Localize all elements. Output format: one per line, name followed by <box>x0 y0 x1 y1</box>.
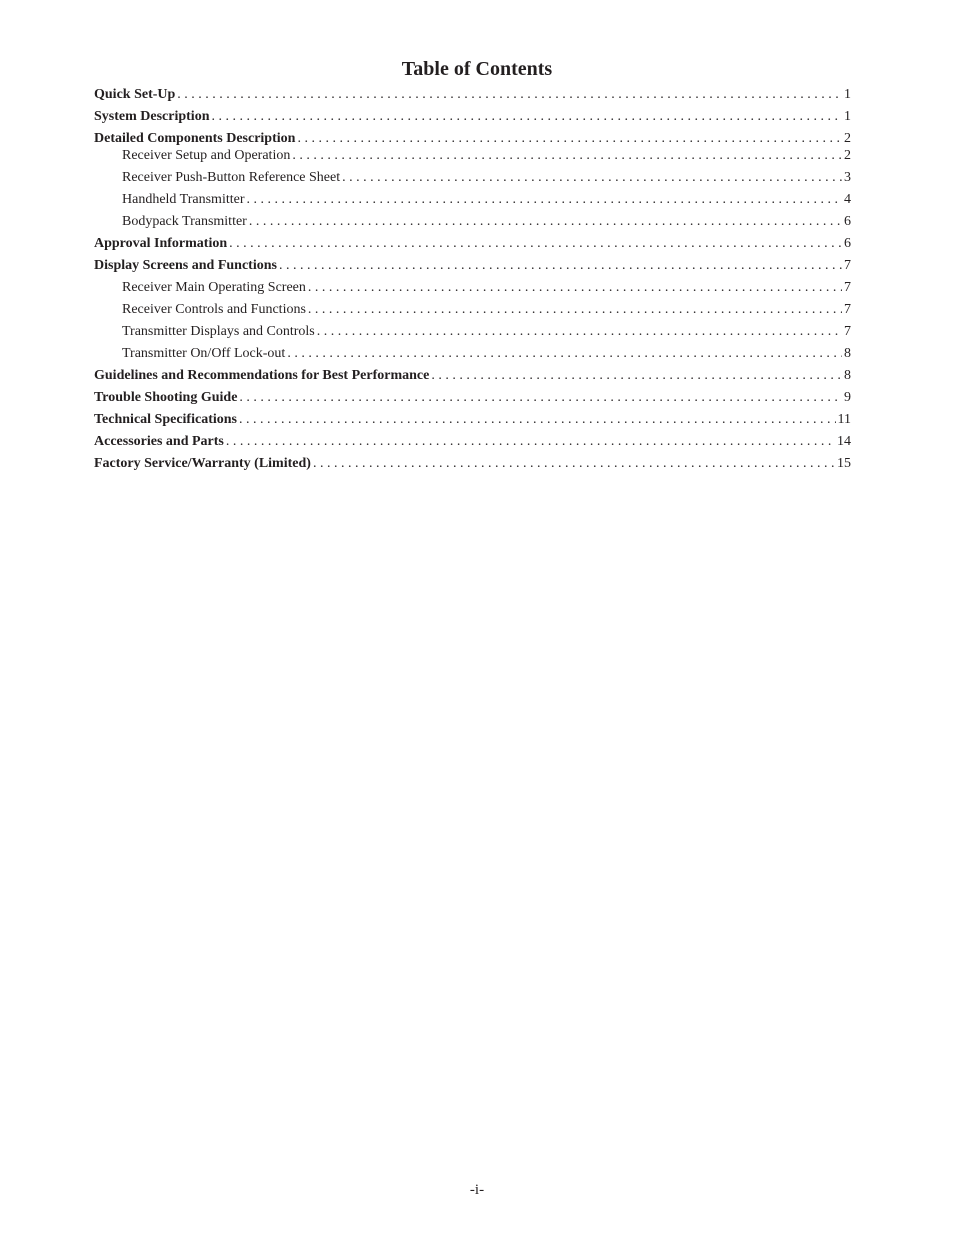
toc-entry-page: 6 <box>844 214 851 229</box>
toc-entry-technical-specifications[interactable] <box>94 411 851 428</box>
toc-entry-label: Transmitter On/Off Lock-out <box>122 346 286 361</box>
toc-entry-detailed-components-description[interactable] <box>94 130 851 147</box>
toc-entry-label: Receiver Main Operating Screen <box>122 280 306 295</box>
dot-leader <box>292 147 842 164</box>
dot-leader <box>249 213 842 230</box>
dot-leader <box>317 323 842 340</box>
toc-entry-page: 8 <box>844 368 851 383</box>
toc-entry-page: 7 <box>844 258 851 273</box>
toc-entry-label: Guidelines and Recommendations for Best Performance <box>94 368 430 383</box>
toc-entry-label: Receiver Controls and Functions <box>122 302 306 317</box>
toc-entry-receiver-main-operating-screen[interactable] <box>94 279 851 296</box>
toc-entry-page: 14 <box>837 434 851 449</box>
toc-entry-page: 8 <box>844 346 851 361</box>
dot-leader <box>212 108 843 125</box>
toc-entry-label: Factory Service/Warranty (Limited) <box>94 456 311 471</box>
toc-entry-label: Technical Specifications <box>94 412 237 427</box>
toc-entry-system-description[interactable] <box>94 108 851 125</box>
dot-leader <box>247 191 843 208</box>
toc-entry-page: 9 <box>844 390 851 405</box>
dot-leader <box>313 455 835 472</box>
toc-entry-page: 3 <box>844 170 851 185</box>
dot-leader <box>308 279 842 296</box>
toc-entry-label: Approval Information <box>94 236 228 251</box>
toc-entry-accessories-and-parts[interactable] <box>94 433 851 450</box>
toc-entry-trouble-shooting-guide[interactable] <box>94 389 851 406</box>
toc-entry-label: Handheld Transmitter <box>122 192 245 207</box>
toc-entry-handheld-transmitter[interactable] <box>94 191 851 208</box>
toc-entry-page: 7 <box>844 324 851 339</box>
toc-entry-label: Bodypack Transmitter <box>122 214 247 229</box>
toc-entry-factory-service-warranty[interactable] <box>94 455 851 472</box>
toc-entry-page: 7 <box>844 302 851 317</box>
toc-entry-page: 11 <box>837 412 851 427</box>
toc-entry-receiver-controls-and-functions[interactable] <box>94 301 851 318</box>
toc-entry-label: Detailed Components Description <box>94 131 296 146</box>
toc-entry-page: 6 <box>844 236 851 251</box>
toc-entry-guidelines-and-recommendations[interactable] <box>94 367 851 384</box>
dot-leader <box>431 367 842 384</box>
table-of-contents <box>94 86 851 477</box>
dot-leader <box>226 433 835 450</box>
toc-entry-transmitter-displays-and-controls[interactable] <box>94 323 851 340</box>
toc-entry-label: System Description <box>94 109 210 124</box>
dot-leader <box>229 235 842 252</box>
toc-entry-label: Accessories and Parts <box>94 434 224 449</box>
toc-entry-label: Display Screens and Functions <box>94 258 277 273</box>
dot-leader <box>297 130 842 147</box>
dot-leader <box>239 389 842 406</box>
toc-entry-label: Trouble Shooting Guide <box>94 390 238 405</box>
dot-leader <box>287 345 842 362</box>
dot-leader <box>342 169 842 186</box>
toc-entry-label: Quick Set-Up <box>94 87 176 102</box>
toc-entry-page: 2 <box>844 148 851 163</box>
toc-entry-quick-set-up[interactable] <box>94 86 851 103</box>
toc-entry-display-screens-and-functions[interactable] <box>94 257 851 274</box>
toc-entry-label: Receiver Push-Button Reference Sheet <box>122 170 341 185</box>
toc-entry-page: 7 <box>844 280 851 295</box>
toc-entry-label: Transmitter Displays and Controls <box>122 324 315 339</box>
toc-entry-page: 1 <box>844 87 851 102</box>
page-title: Table of Contents <box>401 58 553 80</box>
toc-entry-page: 2 <box>844 131 851 146</box>
toc-entry-label: Receiver Setup and Operation <box>122 148 291 163</box>
toc-entry-receiver-push-button-reference-sheet[interactable] <box>94 169 851 186</box>
toc-entry-bodypack-transmitter[interactable] <box>94 213 851 230</box>
dot-leader <box>279 257 842 274</box>
toc-entry-page: 15 <box>837 456 851 471</box>
toc-entry-approval-information[interactable] <box>94 235 851 252</box>
toc-entry-page: 1 <box>844 109 851 124</box>
toc-entry-receiver-setup-and-operation[interactable] <box>94 147 851 164</box>
page-number: -i- <box>469 1182 485 1198</box>
dot-leader <box>308 301 842 318</box>
toc-entry-page: 4 <box>844 192 851 207</box>
toc-entry-transmitter-on-off-lock-out[interactable] <box>94 345 851 362</box>
dot-leader <box>177 86 842 103</box>
dot-leader <box>239 411 836 428</box>
